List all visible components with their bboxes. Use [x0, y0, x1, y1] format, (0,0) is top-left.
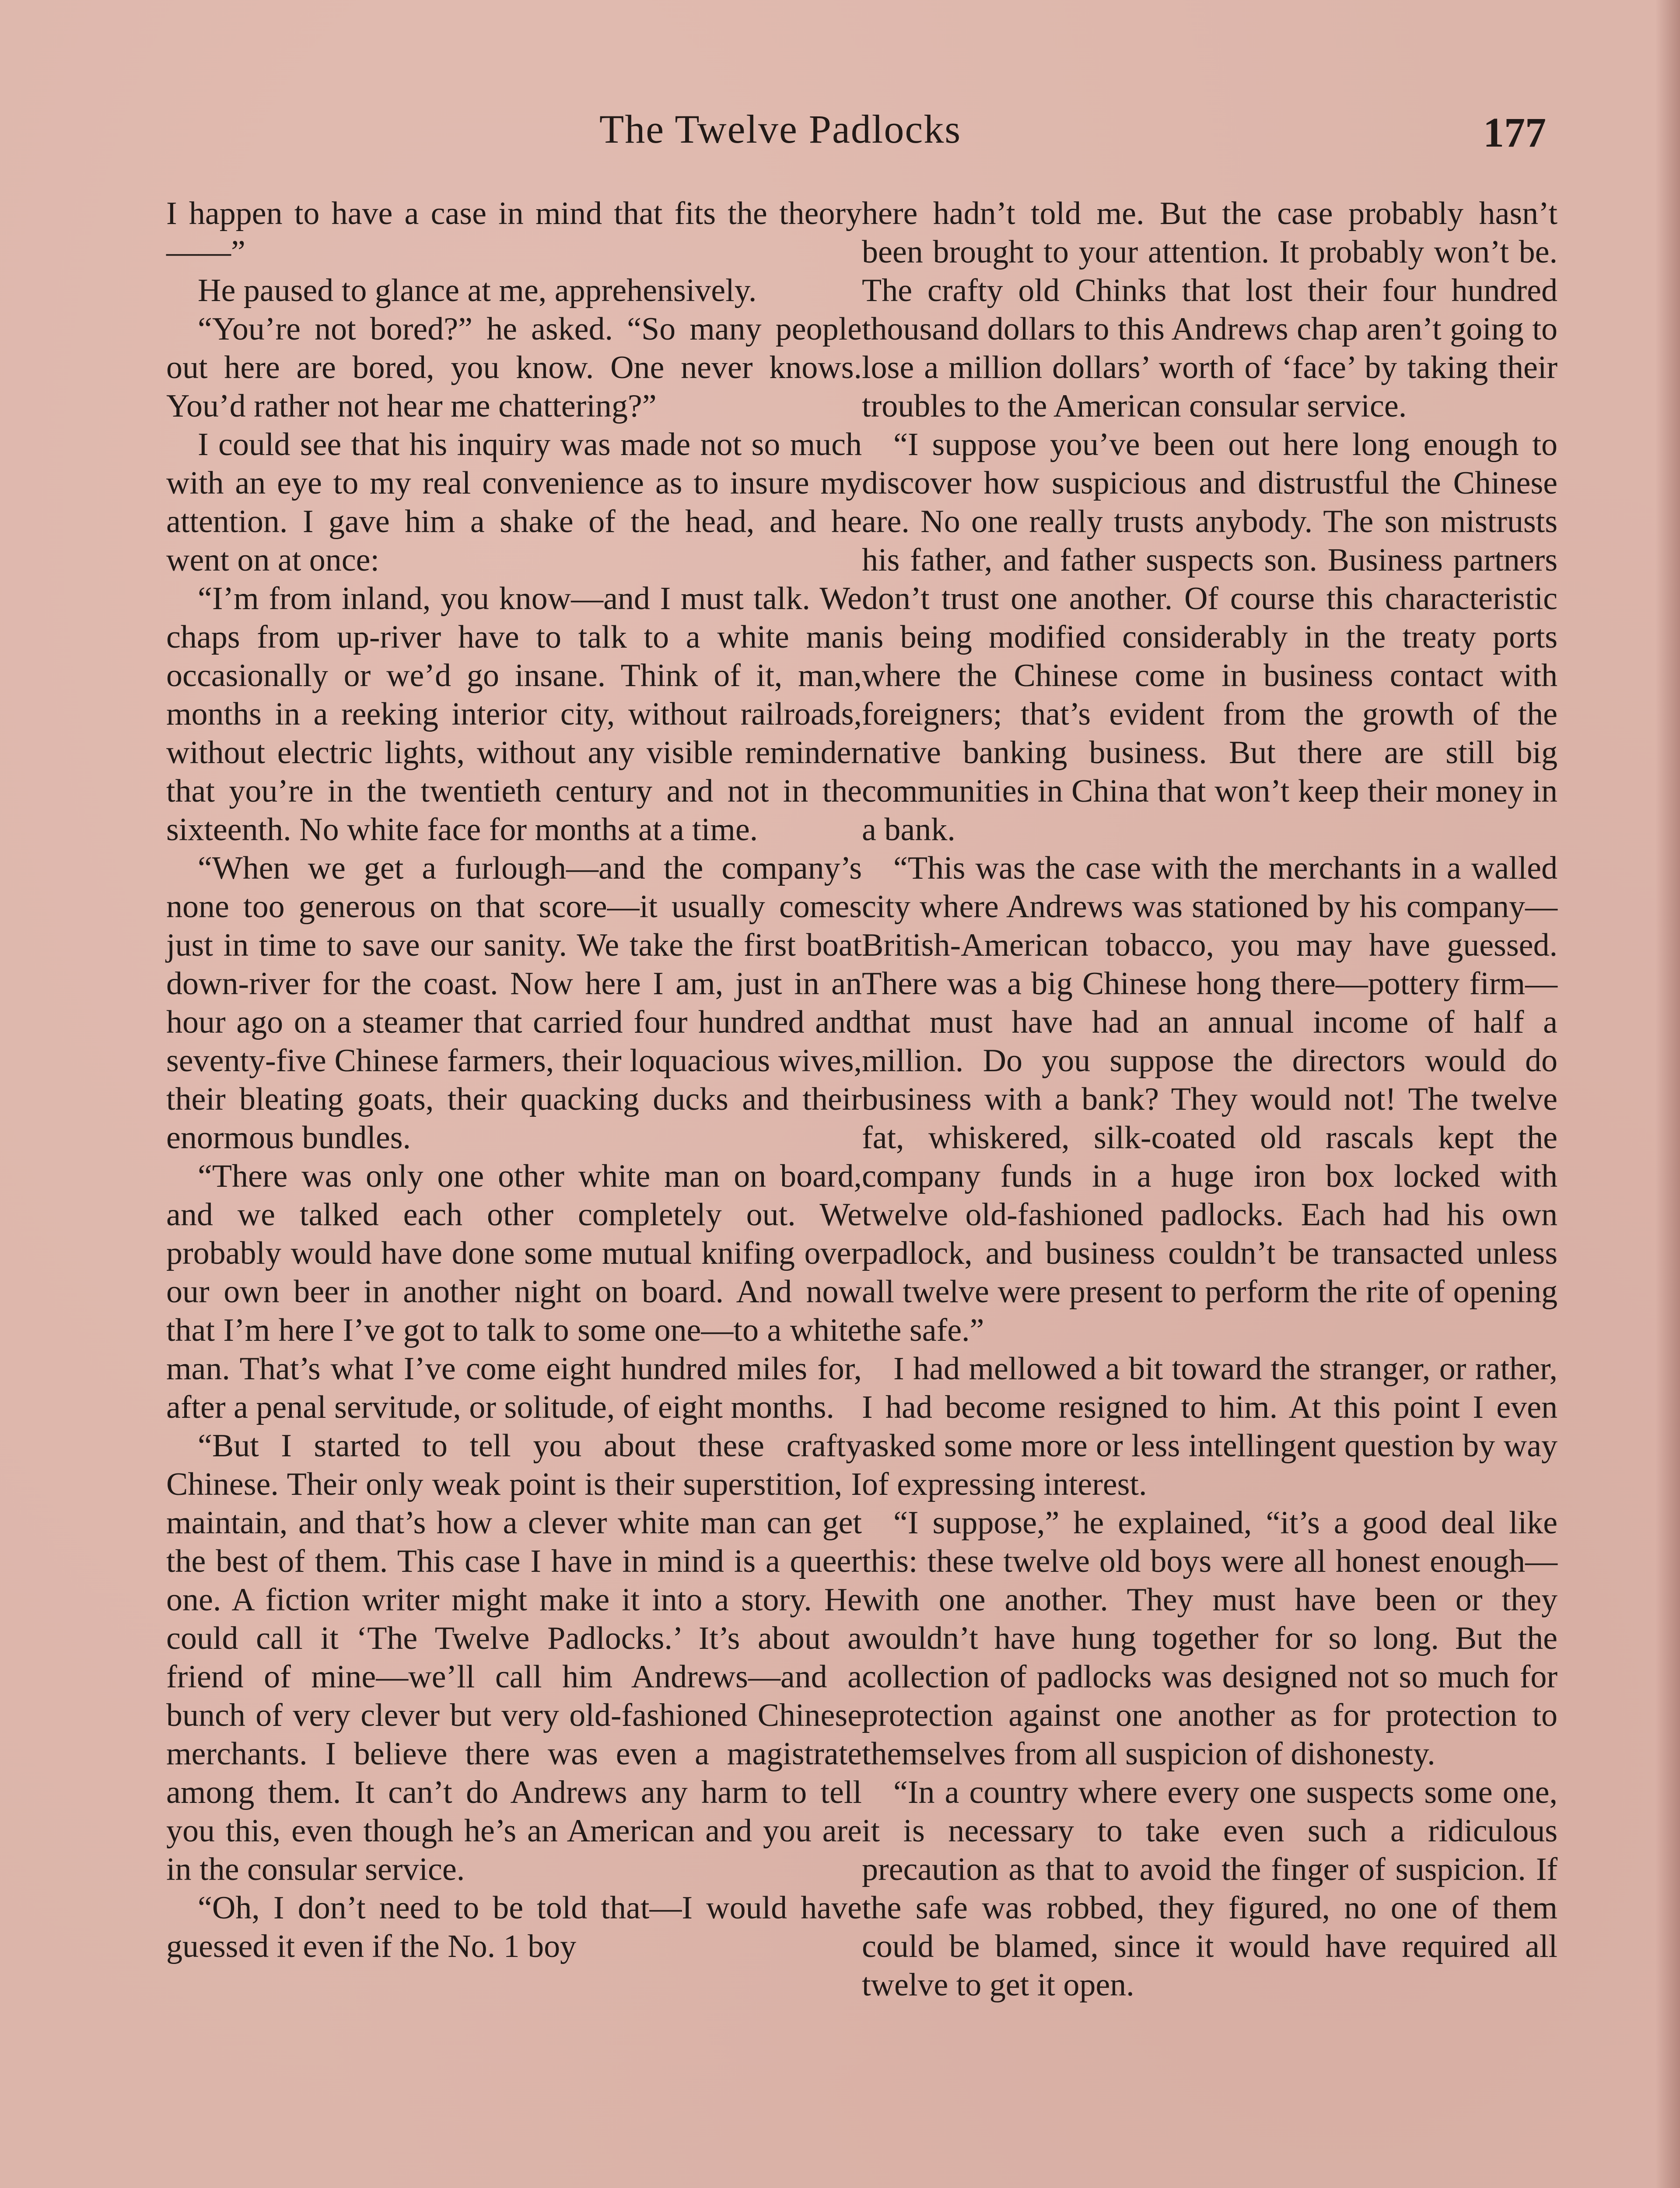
paragraph: “But I started to tell you about these crafty Chinese. Their only weak point is their superstition, I maintain, and that’s how a clever white man can get the best of them. This case I have in mind is a queer one. A fiction writer might make it into a story. He could call it ‘The Twelve Padlocks.’ It’s about a friend of mine—we’ll call him Andrews—and a bunch of very clever but very old-fashioned Chinese merchants. I believe there was even a magistrate among them. It can’t do Andrews any harm to tell you this, even though he’s an American and you are in the consular service. — [166, 1428, 862, 1887]
page-edge-shadow — [1656, 0, 1680, 2188]
running-header — [0, 101, 1680, 158]
paragraph: “I’m from inland, you know—and I must talk. We chaps from up-river have to talk to a white man occasionally or we’d go insane. Think of it, man, months in a reeking interior city, without railroads, without electric lights, without any visible reminder that you’re in the twentieth century and not in the sixteenth. No white face for months at a time. — [166, 581, 862, 848]
right-column — [862, 194, 1558, 2004]
left-column — [166, 194, 862, 1966]
paragraph: “This was the case with the merchants in a walled city where Andrews was stationed by his company—British-American tobacco, you may have guessed. There was a big Chinese hong there—pottery firm—that must have had an annual income of half a million. Do you suppose the directors would do business with a bank? They would not! The twelve fat, whiskered, silk-coated old rascals kept the company funds in a huge iron box locked with twelve old-fashioned padlocks. Each had his own padlock, and business couldn’t be transacted unless all twelve were present to perform the rite of opening the safe.” — [862, 850, 1558, 1348]
paragraph: “In a country where every one suspects some one, it is necessary to take even such a ridiculous precaution as that to avoid the finger of suspicion. If the safe was robbed, they figured, no one of them could be blamed, since it would have required all twelve to get it open. — [862, 1774, 1558, 2003]
paragraph: “There was only one other white man on board, and we talked each other completely out. We probably would have done some mutual knifing over our own beer in another night on board. And now that I’m here I’ve got to talk to some one—to a white man. That’s what I’ve come eight hundred miles for, after a penal servitude, or solitude, of eight months. — [166, 1158, 862, 1425]
paragraph: “I suppose,” he explained, “it’s a good deal like this: these twelve old boys were all honest enough—with one another. They must have been or they wouldn’t have hung together for so long. But the collection of padlocks was designed not so much for protection against one another as for protection to themselves from all suspicion of dishonesty. — [862, 1505, 1558, 1772]
paragraph: He paused to glance at me, apprehensively. — [198, 273, 757, 309]
paragraph: I could see that his inquiry was made not so much with an eye to my real convenience as to insure my attention. I gave him a shake of the head, and he went on at once: — [166, 427, 862, 578]
paragraph: “You’re not bored?” he asked. “So many people out here are bored, you know. One never knows. You’d rather not hear me chattering?” — [166, 311, 862, 424]
paragraph: “When we get a furlough—and the company’s none too generous on that score—it usually comes just in time to save our sanity. We take the first boat down-river for the coast. Now here I am, just in an hour ago on a steamer that carried four hundred and seventy-five Chinese farmers, their loquacious wives, their bleating goats, their quacking ducks and their enormous bundles. — [166, 850, 862, 1156]
running-title: The Twelve Padlocks — [599, 107, 962, 151]
paragraph: “Oh, I don’t need to be told that—I would have guessed it even if the No. 1 boy — [166, 1890, 862, 1964]
paragraph: here hadn’t told me. But the case probably hasn’t been brought to your attention. It probably won’t be. The crafty old Chinks that lost their four hundred thousand dollars to this Andrews chap aren’t going to lose a million dollars’ worth of ‘face’ by taking their troubles to the American consular service. — [862, 196, 1558, 424]
paragraph: I happen to have a case in mind that fits the theory——” — [166, 196, 862, 270]
paragraph: “I suppose you’ve been out here long enough to discover how suspicious and distrustful the Chinese are. No one really trusts anybody. The son mistrusts his father, and father suspects son. Business partners don’t trust one another. Of course this characteristic is being modified considerably in the treaty ports where the Chinese come in business contact with foreigners; that’s evident from the growth of the native banking business. But there are still big communities in China that won’t keep their money in a bank. — [862, 427, 1558, 848]
paragraph: I had mellowed a bit toward the stranger, or rather, I had become resigned to him. At this point I even asked some more or less intellingent question by way of expressing interest. — [862, 1351, 1558, 1502]
page-number: 177 — [1483, 109, 1546, 156]
